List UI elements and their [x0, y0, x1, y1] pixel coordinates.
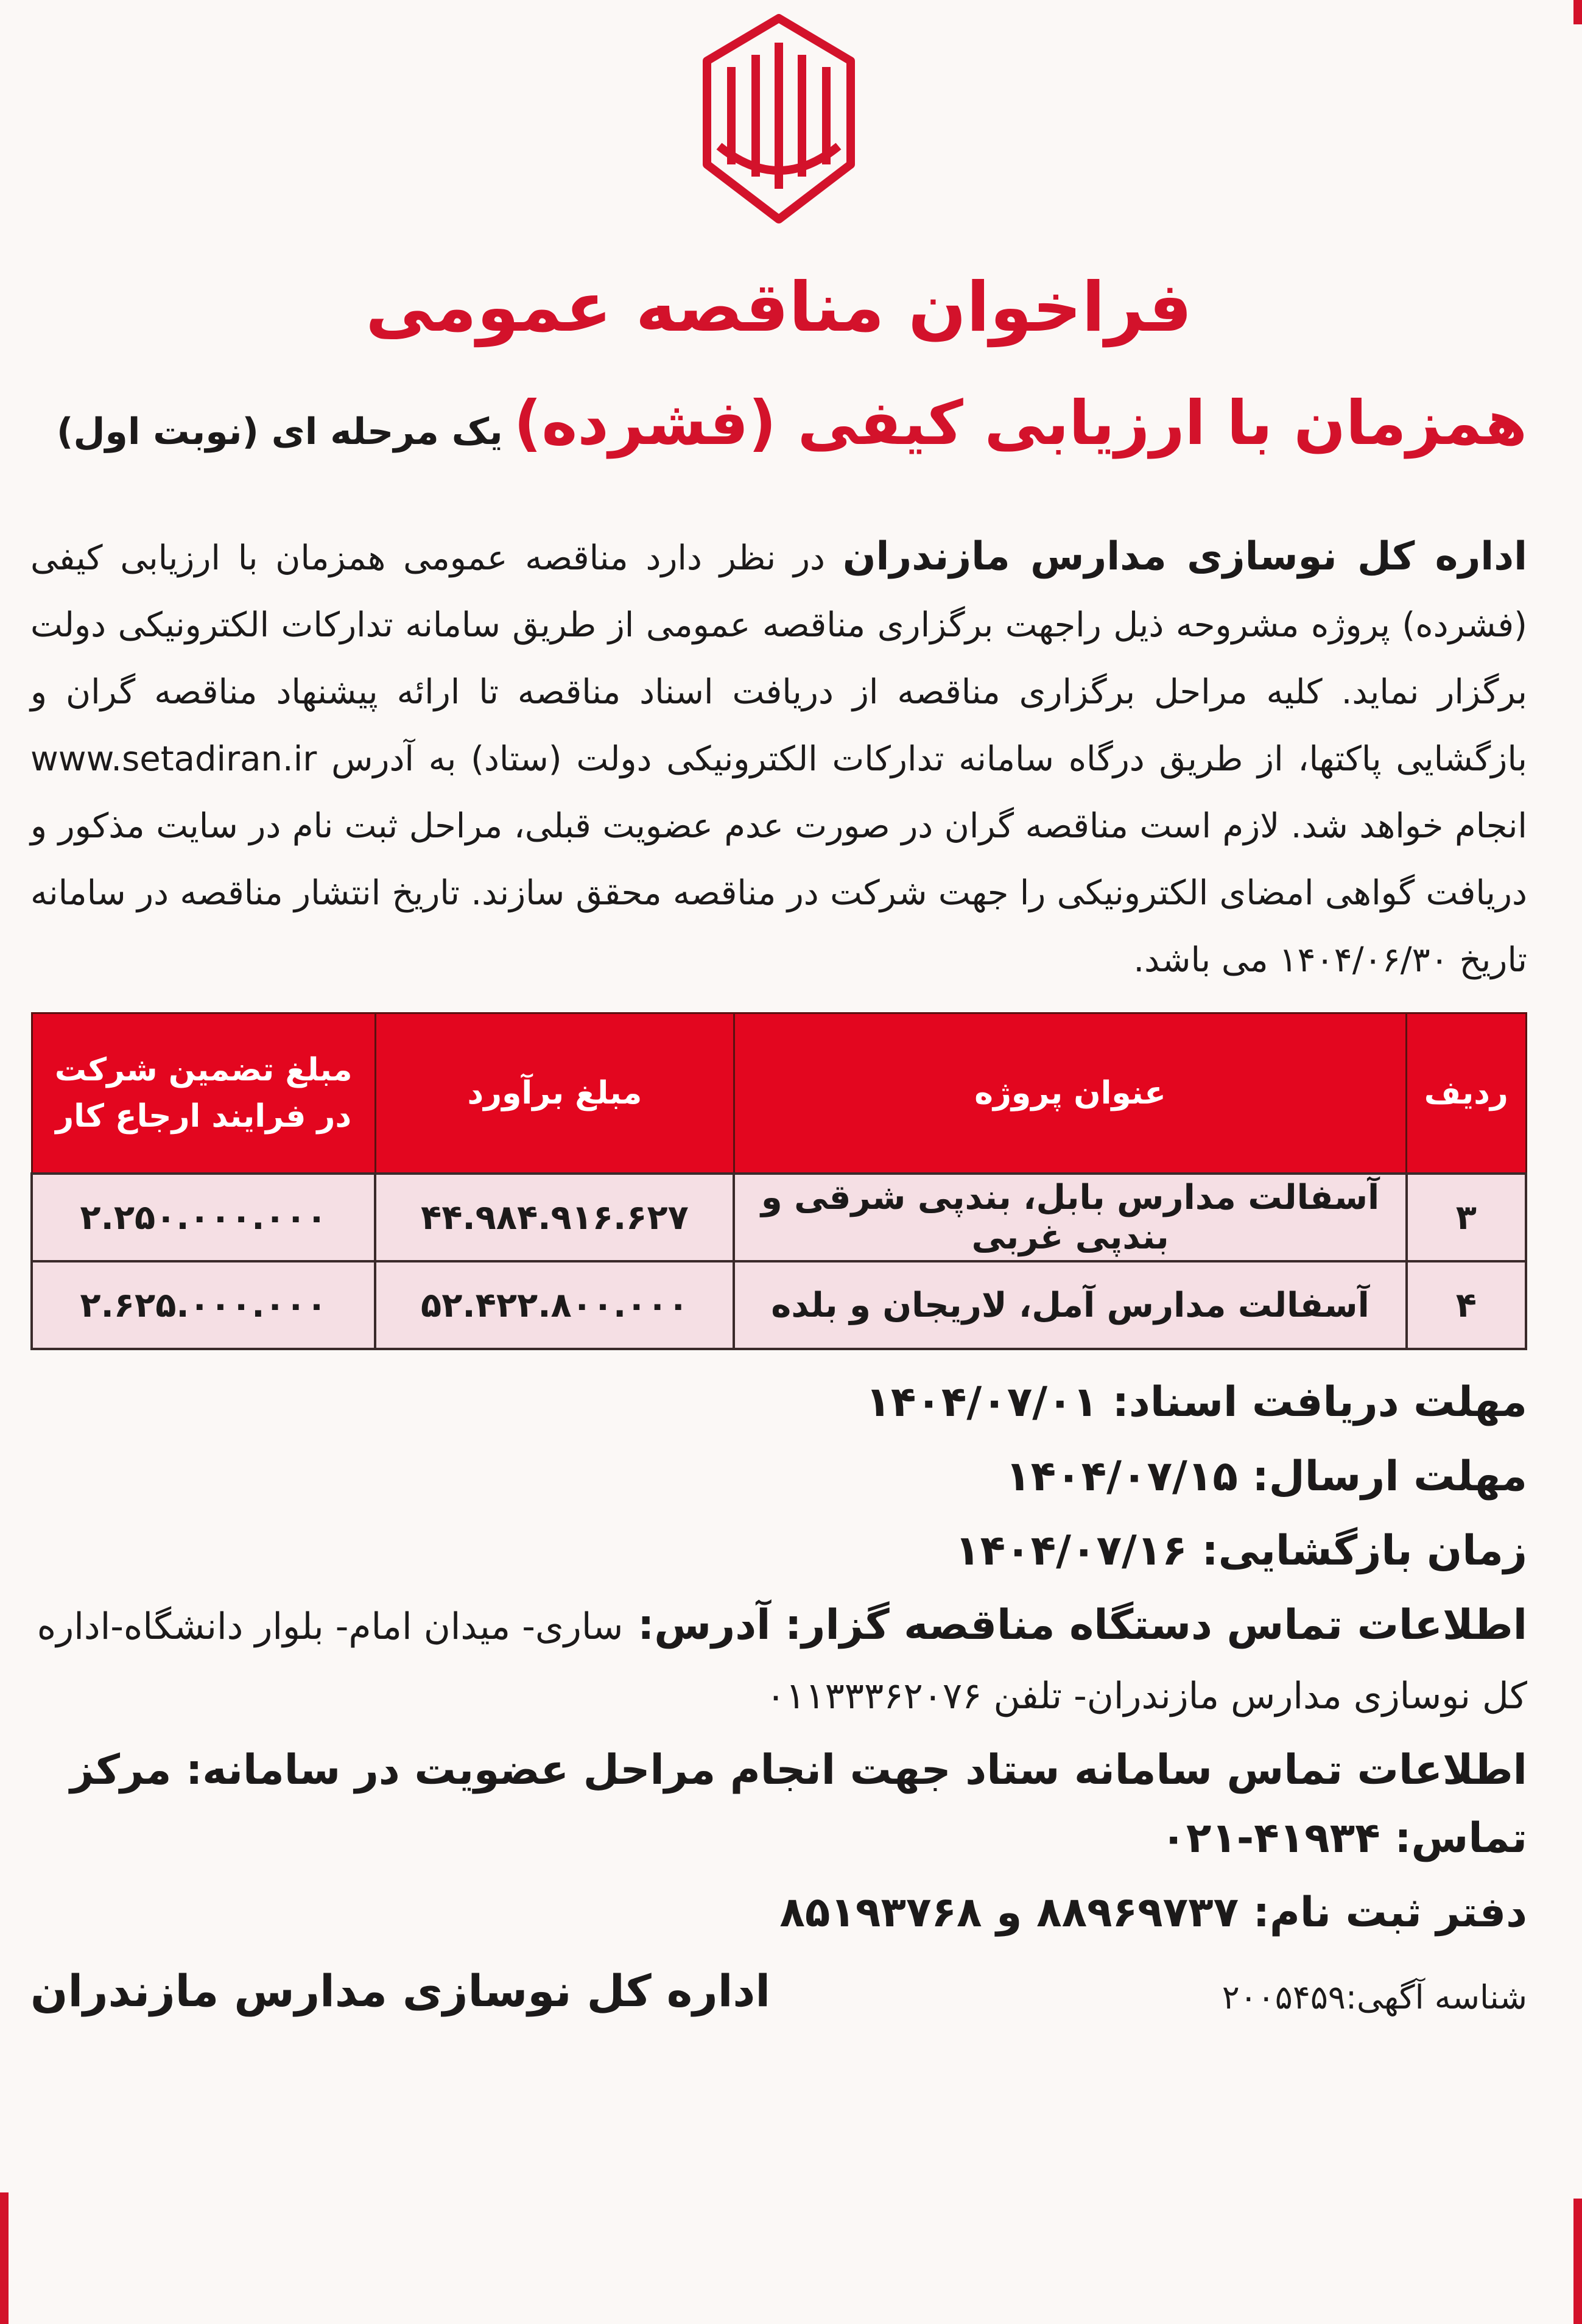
col-row: ردیف: [1407, 1013, 1526, 1174]
value: ۱۴۰۴/۰۷/۱۶: [955, 1527, 1187, 1575]
tender-subtitle: [30, 378, 1527, 487]
value: ۱۴۰۴/۰۷/۰۱: [865, 1378, 1099, 1426]
project-title: آسفالت مدارس بابل، بندپی شرقی و بندپی غربی: [734, 1174, 1406, 1261]
value: ۰۲۱-۴۱۹۳۴: [1161, 1814, 1380, 1862]
subtitle-black: یک مرحله ای (نوبت اول): [57, 410, 503, 453]
value: ۲۰۰۵۴۵۹: [1222, 1978, 1346, 2016]
guarantee-amount: ۲.۶۲۵.۰۰۰.۰۰۰: [32, 1261, 375, 1349]
projects-table: [30, 1012, 1527, 1350]
bottom-row: [30, 1965, 1527, 2016]
red-border-top-right: [1573, 0, 1582, 24]
organization-name: اداره کل نوسازی مدارس مازندران: [842, 534, 1527, 579]
label: شناسه آگهی:: [1345, 1978, 1527, 2016]
signature: اداره کل نوسازی مدارس مازندران: [30, 1965, 771, 2016]
label: مهلت دریافت اسناد:: [1112, 1378, 1527, 1426]
col-estimate: مبلغ برآورد: [375, 1013, 734, 1174]
announcement-body: [30, 523, 1527, 994]
label: مهلت ارسال:: [1252, 1452, 1527, 1501]
send-deadline: [30, 1443, 1527, 1511]
col-guarantee: مبلغ تضمین شرکت در فرایند ارجاع کار: [32, 1013, 375, 1174]
label: اطلاعات تماس دستگاه مناقصه گزار: آدرس:: [638, 1601, 1527, 1649]
red-border-left: [0, 2192, 9, 2324]
label: اطلاعات تماس سامانه ستاد جهت انجام مراحل عضویت در سامانه: مرکز تماس:: [70, 1746, 1527, 1862]
guarantee-amount: ۲.۲۵۰.۰۰۰.۰۰۰: [32, 1174, 375, 1261]
value: ۸۸۹۶۹۷۳۷ و ۸۵۱۹۳۷۶۸: [779, 1889, 1239, 1937]
value: ۱۴۰۴/۰۷/۱۵: [1005, 1452, 1238, 1501]
estimate-amount: ۵۲.۴۲۲.۸۰۰.۰۰۰: [375, 1261, 734, 1349]
col-project-title: عنوان پروژه: [734, 1013, 1406, 1174]
subtitle-red: همزمان با ارزیابی کیفی (فشرده): [513, 387, 1527, 459]
tender-title: فراخوان مناقصه عمومی: [365, 268, 1192, 347]
red-border-right: [1573, 2199, 1582, 2324]
row-number: ۳: [1407, 1174, 1526, 1261]
table-row: [32, 1174, 1526, 1261]
doc-deadline: [30, 1368, 1527, 1437]
table-row: [32, 1261, 1526, 1349]
ad-id: [1222, 1978, 1527, 2016]
contact-info: [30, 1591, 1527, 1730]
label: دفتر ثبت نام:: [1253, 1889, 1527, 1937]
opening-time: [30, 1517, 1527, 1585]
organization-logo-icon: [695, 12, 863, 225]
value: ساری- میدان امام- بلوار دانشگاه-اداره کل نوسازی مدارس مازندران- تلفن ۰۱۱۳۳۳۶۲۰۷۶: [37, 1605, 1527, 1717]
project-title: آسفالت مدارس آمل، لاریجان و بلده: [734, 1261, 1406, 1349]
registration-office: [30, 1879, 1527, 1947]
row-number: ۴: [1407, 1261, 1526, 1349]
setad-contact: [30, 1736, 1527, 1873]
announcement-text: در نظر دارد مناقصه عمومی همزمان با ارزیابی کیفی (فشرده) پروژه مشروحه ذیل راجهت برگزاری مناقصه عمومی از طریق سامانه تدارکات الکترونیکی دولت برگزار نماید. کلیه مراحل برگزاری مناقصه از دریافت اسناد مناقصه تا ارائه پیشنهاد مناقصه گران و بازگشایی پاکتها، از طریق درگاه سامانه تدارکات الکترونیکی دولت (ستاد) به آدرس www.setadiran.ir انجام خواهد شد. لازم است مناقصه گران در صورت عدم عضویت قبلی، مراحل ثبت نام در سایت مذکور و دریافت گواهی امضای الکترونیکی را جهت شرکت در مناقصه محقق سازند. تاریخ انتشار مناقصه در سامانه تاریخ ۱۴۰۴/۰۶/۳۰ می باشد.: [30, 538, 1527, 980]
label: زمان بازگشایی:: [1201, 1527, 1527, 1575]
estimate-amount: ۴۴.۹۸۴.۹۱۶.۶۲۷: [375, 1174, 734, 1261]
